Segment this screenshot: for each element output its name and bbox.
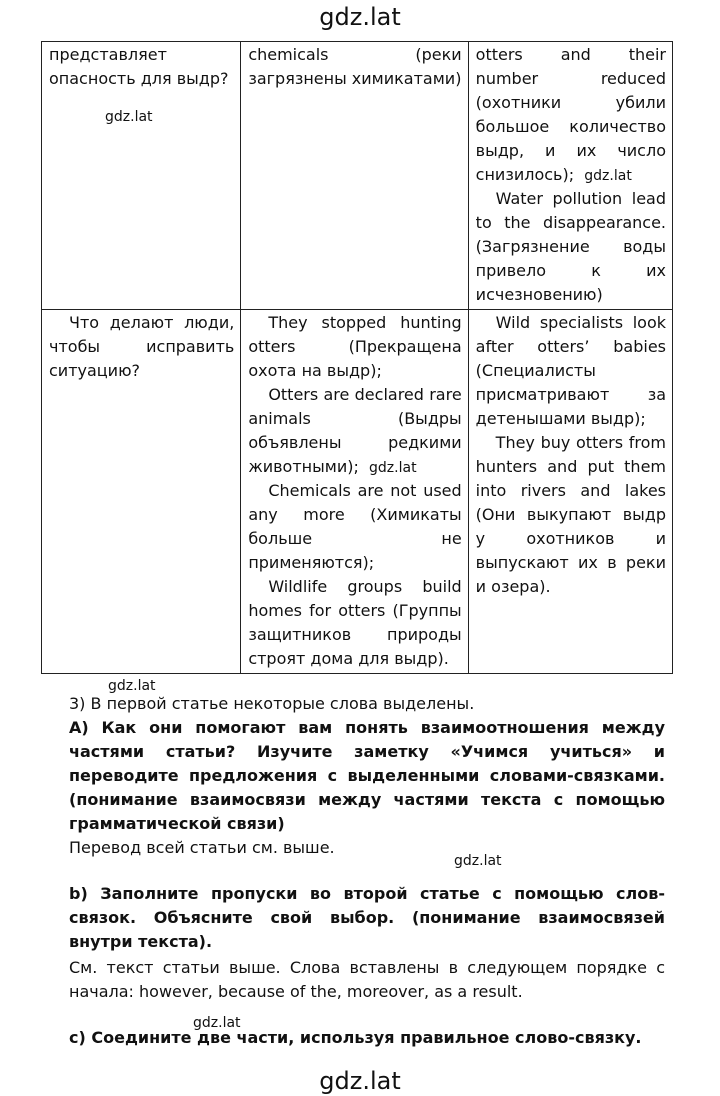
watermark: gdz.lat — [193, 1015, 241, 1031]
answer-a: Перевод всей статьи см. выше. — [69, 838, 335, 857]
task-a: А) Как они помогают вам понять взаимоотношения между частями статьи? Изучите заметку «Учимся учиться» и переводите предложения с выделенными словами-связками. (понимание взаимосвязи между частями текста с помощью грамматической связи) — [69, 718, 665, 833]
table-row — [42, 42, 673, 310]
table-cell-question — [42, 42, 241, 310]
question-text: Что делают люди, чтобы исправить ситуацию? — [49, 313, 235, 380]
answer-text: Wild specialists look after otters’ babies (Специалисты присматривают за детенышами выдр); — [475, 313, 666, 428]
table-cell-answer — [241, 310, 468, 674]
answer-text: Water pollution lead to the disappearance. (Загрязнение воды привело к их исчезновению) — [475, 189, 666, 304]
answer-text: chemicals (реки загрязнены химикатами) — [248, 45, 462, 88]
question-text: представляет опасность для выдр? — [49, 45, 229, 88]
otters-table — [41, 41, 673, 674]
watermark: gdz.lat — [369, 460, 417, 476]
task-b: b) Заполните пропуски во второй статье с помощью слов-связок. Объясните свой выбор. (понимание взаимосвязей внутри текста). — [69, 884, 665, 951]
answer-b: См. текст статьи выше. Слова вставлены в следующем порядке с начала: however, because of the, moreover, as a result. — [69, 958, 665, 1001]
table-cell-answer — [468, 42, 672, 310]
watermark: gdz.lat — [454, 853, 502, 869]
table-cell-question — [42, 310, 241, 674]
answer-text: Otters are declared rare animals (Выдры объявлены редкими животными); gdz.lat — [248, 385, 462, 476]
task-c: c) Соедините две части, используя правильное слово-связку. — [69, 1028, 642, 1047]
answer-text: They stopped hunting otters (Прекращена охота на выдр); — [248, 313, 462, 380]
section-3-intro: 3) В первой статье некоторые слова выделены. — [69, 694, 475, 713]
watermark: gdz.lat — [584, 168, 632, 184]
watermark: gdz.lat — [105, 109, 153, 125]
watermark: gdz.lat — [108, 678, 156, 694]
answer-text: Chemicals are not used any more (Химикаты больше не применяются); — [248, 481, 462, 572]
answer-text: otters and their number reduced (охотники убили большое количество выдр, и их число снизилось); gdz.lat — [475, 45, 666, 184]
answer-text: They buy otters from hunters and put them into rivers and lakes (Они выкупают выдр у охотников и выпускают их в реки и озера). — [475, 433, 666, 596]
site-footer: gdz.lat — [319, 1067, 401, 1095]
table-cell-answer — [241, 42, 468, 310]
table-row — [42, 310, 673, 674]
table-cell-answer — [468, 310, 672, 674]
answer-text: Wildlife groups build homes for otters (Группы защитников природы строят дома для выдр). — [248, 577, 462, 668]
site-header: gdz.lat — [319, 3, 401, 31]
